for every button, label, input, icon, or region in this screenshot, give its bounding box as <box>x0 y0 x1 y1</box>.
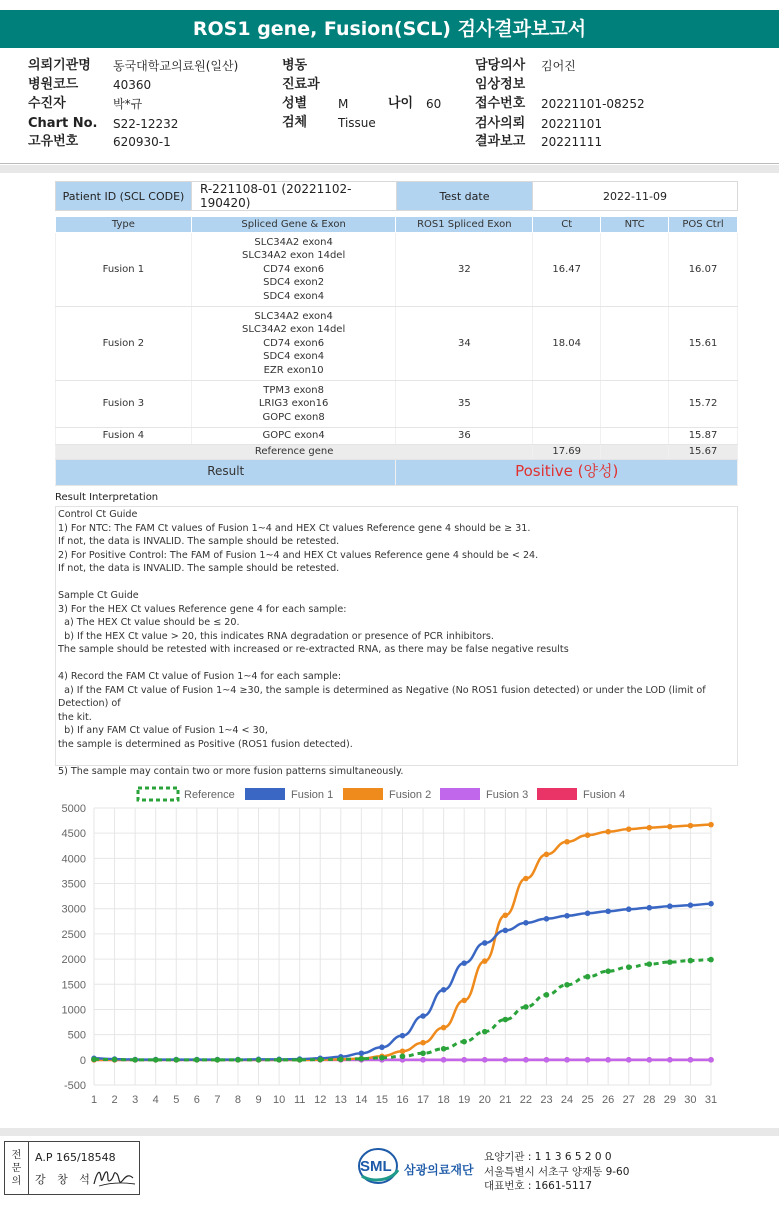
x-tick-label: 28 <box>643 1094 656 1106</box>
interpretation-line: Control Ct Guide <box>58 509 138 520</box>
interpretation-title: Result Interpretation <box>55 492 159 503</box>
data-point <box>461 960 467 966</box>
stamp-license: A.P 165/18548 <box>35 1151 116 1164</box>
address-line: 서울특별시 서초구 양재동 9-60 <box>484 1165 630 1178</box>
x-tick-label: 5 <box>173 1094 180 1106</box>
data-point <box>688 958 694 964</box>
x-tick-label: 12 <box>314 1094 327 1106</box>
data-point <box>359 1050 365 1056</box>
data-point <box>461 1039 467 1045</box>
x-tick-label: 31 <box>704 1094 718 1106</box>
data-point <box>153 1057 159 1063</box>
data-point <box>647 961 653 967</box>
interpretation-line <box>58 657 735 671</box>
data-point <box>461 998 467 1004</box>
data-point <box>688 1057 694 1063</box>
data-point <box>215 1057 221 1063</box>
spliced-genes <box>191 428 396 444</box>
y-tick-label: 2000 <box>61 954 86 967</box>
data-point <box>420 1040 426 1046</box>
x-tick-label: 8 <box>234 1094 242 1106</box>
ntc-value <box>601 428 669 444</box>
column-header: ROS1 Spliced Exon <box>396 217 533 233</box>
patient-id-table <box>55 181 738 211</box>
data-point <box>523 1004 529 1010</box>
data-point <box>585 974 591 980</box>
data-point <box>647 825 653 831</box>
header-value: 20221101-08252 <box>541 97 645 111</box>
data-point <box>420 1050 426 1056</box>
data-point <box>564 839 570 845</box>
interpretation-line: 5) The sample may contain two or more fusion patterns simultaneously. <box>58 765 404 777</box>
result-label: Result <box>56 459 396 485</box>
ros1-exon: 36 <box>396 428 533 444</box>
x-tick-label: 14 <box>355 1094 368 1106</box>
gene-exon: SDC4 exon4 <box>263 351 325 363</box>
legend-swatch <box>245 788 285 800</box>
table-row <box>56 381 738 428</box>
data-point <box>317 1057 323 1063</box>
data-point <box>503 1017 509 1023</box>
legend-label: Reference <box>184 789 235 801</box>
y-tick-label: -500 <box>63 1080 86 1092</box>
data-point <box>626 906 632 912</box>
data-point <box>379 1055 385 1061</box>
gene-exon: CD74 exon6 <box>263 337 325 349</box>
reference-ntc <box>601 444 669 459</box>
fusion-type: Fusion 4 <box>56 428 192 444</box>
data-point <box>647 1057 653 1063</box>
y-tick-label: 3500 <box>61 878 86 891</box>
data-point <box>132 1057 138 1063</box>
age-label: 나이 <box>388 96 414 111</box>
x-tick-label: 24 <box>560 1094 574 1106</box>
header-divider <box>0 163 779 164</box>
column-header: NTC <box>601 217 669 233</box>
header-label: 임상정보 <box>475 77 526 92</box>
interpretation-line: 1) For NTC: The FAM Ct values of Fusion 1~4 and HEX Ct values Reference gene 4 should be ≥ 31. <box>58 522 531 534</box>
ntc-value <box>601 233 669 307</box>
interpretation-line: If not, the data is INVALID. The sample should be retested. <box>58 563 340 574</box>
data-point <box>605 1057 611 1063</box>
header-label: 병동 <box>282 58 308 73</box>
column-header: Ct <box>533 217 601 233</box>
x-tick-label: 19 <box>458 1094 471 1106</box>
interpretation-line: 2) For Positive Control: The FAM of Fusion 1~4 and HEX Ct values Reference gene 4 should be < 24. <box>58 549 539 561</box>
data-point <box>420 1013 426 1019</box>
interpretation-line: b) If any FAM Ct value of Fusion 1~4 < 30, <box>58 725 268 736</box>
interpretation-line <box>58 751 735 765</box>
legend-label: Fusion 4 <box>583 789 626 801</box>
data-point <box>338 1057 344 1063</box>
data-point <box>173 1057 179 1063</box>
x-tick-label: 10 <box>272 1094 286 1106</box>
patient-id-value: R-221108-01 (20221102-190420) <box>192 182 397 211</box>
legend-label: Fusion 3 <box>486 789 529 801</box>
data-point <box>91 1057 97 1063</box>
header-band <box>0 165 779 173</box>
data-point <box>379 1044 385 1050</box>
gene-exon: SDC4 exon2 <box>263 277 325 289</box>
data-point <box>585 832 591 838</box>
spliced-genes <box>191 233 396 307</box>
data-point <box>400 1048 406 1054</box>
data-point <box>482 958 488 964</box>
data-point <box>400 1053 406 1059</box>
gene-exon: GOPC exon4 <box>262 430 325 442</box>
x-tick-label: 17 <box>416 1094 430 1106</box>
table-row <box>56 233 738 307</box>
x-tick-label: 25 <box>581 1094 594 1106</box>
fusion-type: Fusion 1 <box>56 233 192 307</box>
fusion-type: Fusion 3 <box>56 381 192 428</box>
data-point <box>708 822 714 828</box>
legend-swatch <box>343 788 383 800</box>
column-header: Spliced Gene & Exon <box>191 217 396 233</box>
x-tick-label: 29 <box>663 1094 676 1106</box>
header-value: 동국대학교의료원(일산) <box>113 59 239 73</box>
header-value: 김어진 <box>541 59 576 73</box>
data-point <box>112 1057 118 1063</box>
x-tick-label: 6 <box>193 1094 200 1106</box>
data-point <box>359 1056 365 1062</box>
gene-exon: CD74 exon6 <box>263 263 325 275</box>
header-label: 성별 <box>282 96 308 111</box>
data-point <box>503 1057 509 1063</box>
reference-pos: 15.67 <box>669 444 738 459</box>
data-point <box>626 964 632 970</box>
x-tick-label: 3 <box>132 1094 139 1106</box>
header-value: Tissue <box>338 116 376 130</box>
interpretation-line: a) The HEX Ct value should be ≤ 20. <box>58 617 240 628</box>
data-point <box>523 920 529 926</box>
report-title: ROS1 gene, Fusion(SCL) 검사결과보고서 <box>0 10 779 48</box>
y-tick-label: 1000 <box>61 1004 86 1017</box>
data-point <box>297 1057 303 1063</box>
data-point <box>544 916 550 922</box>
data-point <box>276 1057 282 1063</box>
data-point <box>544 992 550 998</box>
data-point <box>441 1057 447 1063</box>
data-point <box>441 1025 447 1031</box>
logo-abbr: SML <box>360 1158 392 1175</box>
data-point <box>667 824 673 830</box>
amplification-chart <box>0 780 779 1110</box>
data-point <box>420 1057 426 1063</box>
data-point <box>708 901 714 907</box>
ct-value: 16.47 <box>533 233 601 307</box>
header-label: 의뢰기관명 <box>28 58 91 73</box>
header-label: 고유번호 <box>28 134 79 149</box>
y-tick-label: 4500 <box>61 828 86 841</box>
data-point <box>688 902 694 908</box>
header-value: 20221101 <box>541 117 603 131</box>
table-row <box>56 428 738 444</box>
reference-ct: 17.69 <box>533 444 601 459</box>
data-point <box>441 1046 447 1052</box>
data-point <box>647 905 653 911</box>
x-tick-label: 11 <box>293 1094 306 1106</box>
ct-value <box>533 381 601 428</box>
data-point <box>544 852 550 858</box>
legend-swatch <box>537 788 577 800</box>
stamp-side-label: 전문의 <box>5 1142 29 1194</box>
spliced-genes <box>191 307 396 381</box>
test-date-label: Test date <box>397 182 533 211</box>
ntc-value <box>601 307 669 381</box>
header-value: 박*규 <box>113 97 143 111</box>
data-point <box>194 1057 200 1063</box>
ros1-exon: 34 <box>396 307 533 381</box>
interpretation-line: b) If the HEX Ct value > 20, this indicates RNA degradation or presence of PCR inhibitors. <box>58 630 494 642</box>
x-tick-label: 15 <box>375 1094 389 1106</box>
x-tick-label: 16 <box>396 1094 409 1106</box>
reference-row <box>56 444 738 459</box>
gene-exon: SDC4 exon4 <box>263 290 325 302</box>
legend-swatch <box>440 788 480 800</box>
header-value: M <box>338 97 349 111</box>
x-tick-label: 27 <box>622 1094 635 1106</box>
pos-ctrl-value: 15.72 <box>669 381 738 428</box>
ct-value: 18.04 <box>533 307 601 381</box>
legend-label: Fusion 1 <box>291 789 334 801</box>
data-point <box>688 823 694 829</box>
header-value: 40360 <box>113 78 152 92</box>
data-point <box>605 829 611 835</box>
data-point <box>523 1057 529 1063</box>
data-point <box>626 1057 632 1063</box>
logo-name: 삼광의료재단 <box>404 1163 474 1177</box>
legend-label: Fusion 2 <box>389 789 432 801</box>
x-tick-label: 26 <box>602 1094 615 1106</box>
pos-ctrl-value: 16.07 <box>669 233 738 307</box>
data-point <box>482 1029 488 1035</box>
data-point <box>564 982 570 988</box>
gene-exon: TPM3 exon8 <box>263 385 324 397</box>
y-tick-label: 0 <box>79 1054 86 1067</box>
data-point <box>461 1057 467 1063</box>
data-point <box>564 913 570 919</box>
age-value: 60 <box>426 97 442 111</box>
table-row <box>56 307 738 381</box>
data-point <box>708 957 714 963</box>
spliced-genes <box>191 381 396 428</box>
interpretation-line: a) If the FAM Ct value of Fusion 1~4 ≥30, the sample is determined as Negative (No ROS1 fusion detected) or under the LOD (limit of Detection) of <box>58 684 709 709</box>
results-table <box>55 216 738 486</box>
gene-exon: SLC34A2 exon4 <box>254 237 333 248</box>
y-tick-label: 1500 <box>61 979 86 992</box>
address-line: 대표번호 : 1661-5117 <box>484 1180 593 1192</box>
gene-exon: EZR exon10 <box>263 364 324 376</box>
signature-image <box>91 1164 137 1190</box>
ntc-value <box>601 381 669 428</box>
stamp-name: 강 창 석 <box>35 1173 94 1186</box>
interpretation-line <box>58 576 735 590</box>
gene-exon: SLC34A2 exon 14del <box>242 250 346 262</box>
header-label: 진료과 <box>282 77 320 92</box>
patient-id-label: Patient ID (SCL CODE) <box>56 182 192 211</box>
pos-ctrl-value: 15.87 <box>669 428 738 444</box>
x-tick-label: 7 <box>214 1094 221 1106</box>
interpretation-line: The sample should be retested with increased or re-extracted RNA, as there may be false negative results <box>58 644 569 655</box>
data-point <box>585 1057 591 1063</box>
y-tick-label: 4000 <box>61 853 86 866</box>
legend-swatch <box>138 788 178 800</box>
data-point <box>235 1057 241 1063</box>
ct-value <box>533 428 601 444</box>
footer-band <box>0 1128 779 1136</box>
column-header: Type <box>56 217 192 233</box>
x-tick-label: 1 <box>90 1094 98 1106</box>
data-point <box>503 928 509 934</box>
interpretation-line: 3) For the HEX Ct values Reference gene 4 for each sample: <box>58 603 347 615</box>
data-point <box>667 1057 673 1063</box>
x-tick-label: 22 <box>519 1094 533 1106</box>
data-point <box>605 908 611 914</box>
data-point <box>585 910 591 916</box>
data-point <box>400 1033 406 1039</box>
y-tick-label: 2500 <box>61 928 86 941</box>
x-tick-label: 2 <box>111 1094 118 1106</box>
data-point <box>605 968 611 974</box>
header-label: 접수번호 <box>475 96 526 111</box>
data-point <box>667 903 673 909</box>
ros1-exon: 35 <box>396 381 533 428</box>
data-point <box>441 987 447 993</box>
data-point <box>482 940 488 946</box>
sml-logo <box>356 1146 404 1186</box>
y-tick-label: 3000 <box>61 903 86 916</box>
header-value: 20221111 <box>541 135 603 149</box>
data-point <box>708 1057 714 1063</box>
x-tick-label: 4 <box>152 1094 159 1106</box>
data-point <box>544 1057 550 1063</box>
test-date-value: 2022-11-09 <box>533 182 738 211</box>
header-label: 결과보고 <box>475 134 526 149</box>
fusion-type: Fusion 2 <box>56 307 192 381</box>
data-point <box>626 826 632 832</box>
x-tick-label: 9 <box>255 1094 262 1106</box>
gene-exon: LRIG3 exon16 <box>258 398 329 410</box>
gene-exon: SLC34A2 exon 14del <box>242 324 346 336</box>
interpretation-line: the sample is determined as Positive (ROS1 fusion detected). <box>58 738 353 750</box>
x-tick-label: 23 <box>540 1094 553 1106</box>
header-label: 수진자 <box>28 96 66 111</box>
data-point <box>564 1057 570 1063</box>
data-point <box>667 959 673 965</box>
pathologist-stamp <box>4 1141 140 1195</box>
pos-ctrl-value: 15.61 <box>669 307 738 381</box>
header-label: Chart No. <box>28 116 98 131</box>
data-point <box>482 1057 488 1063</box>
interpretation-line: the kit. <box>58 711 92 723</box>
column-header: POS Ctrl <box>669 217 738 233</box>
y-tick-label: 5000 <box>61 803 86 815</box>
institution-address <box>484 1150 629 1194</box>
data-point <box>523 876 529 882</box>
interpretation-line: 4) Record the FAM Ct value of Fusion 1~4 for each sample: <box>58 671 342 682</box>
reference-label: Reference gene <box>56 444 533 459</box>
interpretation-box <box>55 506 738 777</box>
result-row <box>56 459 738 485</box>
x-tick-label: 13 <box>334 1094 347 1106</box>
result-value: Positive (양성) <box>396 459 738 485</box>
y-tick-label: 500 <box>67 1029 86 1042</box>
x-tick-label: 20 <box>478 1094 491 1106</box>
header-label: 병원코드 <box>28 77 79 92</box>
interpretation-line: If not, the data is INVALID. The sample should be retested. <box>58 536 340 547</box>
x-tick-label: 21 <box>499 1094 512 1106</box>
address-line: 요양기관 : 1 1 3 6 5 2 0 0 <box>484 1151 612 1163</box>
ros1-exon: 32 <box>396 233 533 307</box>
x-tick-label: 18 <box>437 1094 450 1106</box>
header-label: 검사의뢰 <box>475 116 526 131</box>
header-value: S22-12232 <box>113 117 179 131</box>
data-point <box>503 912 509 918</box>
interpretation-line: Sample Ct Guide <box>58 590 139 601</box>
x-tick-label: 30 <box>684 1094 697 1106</box>
header-label: 검체 <box>282 115 308 130</box>
header-label: 담당의사 <box>475 58 526 73</box>
data-point <box>256 1057 262 1063</box>
header-value: 620930-1 <box>113 135 171 149</box>
gene-exon: SLC34A2 exon4 <box>254 311 333 323</box>
gene-exon: GOPC exon8 <box>262 411 325 423</box>
